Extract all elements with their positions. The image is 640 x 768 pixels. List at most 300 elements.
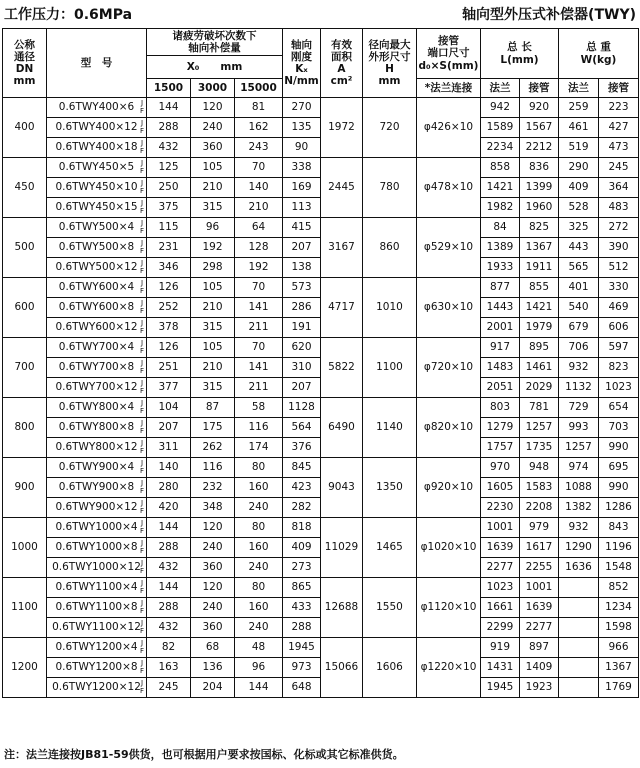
weight-flange-cell — [559, 578, 599, 598]
length-tube-cell: 1409 — [520, 658, 559, 678]
comp-1500-cell: 140 — [147, 458, 191, 478]
jf-mark: J F — [139, 219, 144, 235]
jf-mark: J F — [139, 359, 144, 375]
pipe-cell: φ1020×10 — [417, 518, 481, 578]
model-name: 0.6TWY900×8 — [58, 481, 135, 494]
table-row — [3, 398, 639, 418]
length-flange-cell: 2234 — [481, 138, 520, 158]
model-cell — [47, 538, 147, 558]
comp-3000-cell: 192 — [191, 238, 235, 258]
jf-mark: J F — [139, 159, 144, 175]
jf-mark: J F — [139, 279, 144, 295]
model-name: 0.6TWY800×4 — [58, 401, 135, 414]
table-row — [3, 338, 639, 358]
weight-tube-cell: 990 — [599, 438, 639, 458]
model-name: 0.6TWY800×8 — [58, 421, 135, 434]
comp-1500-cell: 126 — [147, 278, 191, 298]
model-cell — [47, 438, 147, 458]
weight-flange-cell: 325 — [559, 218, 599, 238]
jf-mark: J F — [139, 619, 144, 635]
weight-tube-cell: 427 — [599, 118, 639, 138]
weight-flange-cell: 409 — [559, 178, 599, 198]
comp-1500-cell: 432 — [147, 618, 191, 638]
table-row — [3, 158, 639, 178]
length-flange-cell: 1421 — [481, 178, 520, 198]
length-flange-cell: 1605 — [481, 478, 520, 498]
weight-flange-cell: 528 — [559, 198, 599, 218]
comp-3000-cell: 360 — [191, 138, 235, 158]
model-cell — [47, 278, 147, 298]
stiffness-header: 轴向 刚度 Kₓ N/mm — [283, 29, 321, 98]
height-cell: 1606 — [363, 638, 417, 698]
stiffness-cell: 90 — [283, 138, 321, 158]
comp-1500-cell: 288 — [147, 118, 191, 138]
length-tube-cell: 1399 — [520, 178, 559, 198]
model-cell — [47, 418, 147, 438]
comp-15000-cell: 240 — [235, 558, 283, 578]
model-cell — [47, 678, 147, 698]
weight-flange-cell: 565 — [559, 258, 599, 278]
jf-mark: J F — [139, 679, 144, 695]
length-flange-cell: 1639 — [481, 538, 520, 558]
comp-15000-cell: 128 — [235, 238, 283, 258]
weight-tube-cell: 245 — [599, 158, 639, 178]
stiffness-cell: 282 — [283, 498, 321, 518]
comp-3000-cell: 315 — [191, 378, 235, 398]
area-cell: 5822 — [321, 338, 363, 398]
stiffness-cell: 207 — [283, 238, 321, 258]
comp-3000-cell: 120 — [191, 578, 235, 598]
sheet-header — [4, 4, 636, 26]
comp-1500-cell: 207 — [147, 418, 191, 438]
dn-cell: 500 — [3, 218, 47, 278]
stiffness-cell: 1945 — [283, 638, 321, 658]
length-header: 总 长 L(mm) — [481, 29, 559, 79]
model-cell — [47, 378, 147, 398]
comp-1500-cell: 144 — [147, 578, 191, 598]
weight-flange-cell — [559, 658, 599, 678]
weight-tube-cell: 469 — [599, 298, 639, 318]
comp-15000-cell: 80 — [235, 578, 283, 598]
area-cell: 6490 — [321, 398, 363, 458]
weight-tube-cell: 654 — [599, 398, 639, 418]
jf-mark: J F — [139, 259, 144, 275]
weight-tube-header: 接管 — [599, 79, 639, 98]
comp-3000-cell: 262 — [191, 438, 235, 458]
comp-1500-cell: 144 — [147, 518, 191, 538]
comp-1500-cell: 375 — [147, 198, 191, 218]
weight-flange-cell: 519 — [559, 138, 599, 158]
model-name: 0.6TWY1000×12 — [52, 561, 141, 574]
area-header: 有效 面积 A cm² — [321, 29, 363, 98]
length-flange-cell: 1023 — [481, 578, 520, 598]
comp-3000-cell: 360 — [191, 618, 235, 638]
comp-3000-cell: 105 — [191, 278, 235, 298]
comp-3000-cell: 315 — [191, 318, 235, 338]
weight-tube-cell: 597 — [599, 338, 639, 358]
model-name: 0.6TWY1100×4 — [55, 581, 138, 594]
model-name: 0.6TWY400×6 — [58, 101, 135, 114]
model-name: 0.6TWY600×12 — [55, 321, 138, 334]
length-flange-cell: 1982 — [481, 198, 520, 218]
length-tube-cell: 1979 — [520, 318, 559, 338]
weight-header: 总 重 W(kg) — [559, 29, 639, 79]
comp-1500-cell: 378 — [147, 318, 191, 338]
jf-mark: J F — [139, 319, 144, 335]
length-tube-cell: 781 — [520, 398, 559, 418]
model-cell — [47, 498, 147, 518]
compensation-unit-header: X₀ mm — [147, 56, 283, 79]
length-tube-cell: 1923 — [520, 678, 559, 698]
comp-1500-cell: 432 — [147, 558, 191, 578]
length-tube-cell: 2212 — [520, 138, 559, 158]
stiffness-cell: 648 — [283, 678, 321, 698]
dn-cell: 400 — [3, 98, 47, 158]
pipe-cell: φ529×10 — [417, 218, 481, 278]
pipe-cell: φ720×10 — [417, 338, 481, 398]
comp-1500-cell: 252 — [147, 298, 191, 318]
length-tube-cell: 855 — [520, 278, 559, 298]
comp-3000-cell: 348 — [191, 498, 235, 518]
model-name: 0.6TWY500×12 — [55, 261, 138, 274]
model-cell — [47, 398, 147, 418]
weight-flange-header: 法兰 — [559, 79, 599, 98]
model-cell — [47, 98, 147, 118]
length-tube-cell: 948 — [520, 458, 559, 478]
model-cell — [47, 478, 147, 498]
comp-1500-cell: 377 — [147, 378, 191, 398]
model-name: 0.6TWY400×12 — [55, 121, 138, 134]
model-name: 0.6TWY800×12 — [55, 441, 138, 454]
model-name: 0.6TWY1200×4 — [55, 641, 138, 654]
comp-15000-cell: 160 — [235, 598, 283, 618]
length-tube-cell: 825 — [520, 218, 559, 238]
comp-15000-cell: 70 — [235, 158, 283, 178]
comp-1500-cell: 126 — [147, 338, 191, 358]
length-tube-cell: 1639 — [520, 598, 559, 618]
jf-mark: J F — [139, 439, 144, 455]
stiffness-cell: 1128 — [283, 398, 321, 418]
table-row — [3, 218, 639, 238]
weight-flange-cell: 290 — [559, 158, 599, 178]
comp-3000-cell: 68 — [191, 638, 235, 658]
spec-table — [2, 28, 639, 698]
stiffness-cell: 620 — [283, 338, 321, 358]
model-cell — [47, 578, 147, 598]
comp-3000-cell: 116 — [191, 458, 235, 478]
model-name: 0.6TWY450×10 — [55, 181, 138, 194]
comp-15000-cell: 174 — [235, 438, 283, 458]
stiffness-cell: 564 — [283, 418, 321, 438]
model-cell — [47, 218, 147, 238]
comp-15000-cell: 243 — [235, 138, 283, 158]
comp-1500-cell: 432 — [147, 138, 191, 158]
weight-tube-cell: 1598 — [599, 618, 639, 638]
comp-3000-cell: 232 — [191, 478, 235, 498]
height-header: 径向最大 外形尺寸 H mm — [363, 29, 417, 98]
length-tube-cell: 1911 — [520, 258, 559, 278]
weight-tube-cell: 966 — [599, 638, 639, 658]
length-flange-cell: 84 — [481, 218, 520, 238]
length-flange-cell: 1933 — [481, 258, 520, 278]
comp-15000-cell: 211 — [235, 318, 283, 338]
compensation-header: 诸疲劳破坏次数下 轴向补偿量 — [147, 29, 283, 56]
pipe-header: 接管 端口尺寸 d₀×S(mm) — [417, 29, 481, 79]
comp-15000-cell: 48 — [235, 638, 283, 658]
weight-flange-cell: 932 — [559, 358, 599, 378]
model-cell — [47, 258, 147, 278]
comp-3000-cell: 120 — [191, 98, 235, 118]
length-tube-cell: 1461 — [520, 358, 559, 378]
table-row — [3, 638, 639, 658]
jf-mark: J F — [139, 199, 144, 215]
length-flange-cell: 2277 — [481, 558, 520, 578]
model-name: 0.6TWY600×4 — [58, 281, 135, 294]
weight-flange-cell: 1382 — [559, 498, 599, 518]
comp-15000-cell: 80 — [235, 458, 283, 478]
table-row — [3, 458, 639, 478]
length-tube-cell: 1001 — [520, 578, 559, 598]
footnote: 注：法兰连接按JB81-59供货，也可根据用户要求按国标、化标或其它标准供货。 — [4, 748, 404, 761]
model-name: 0.6TWY600×8 — [58, 301, 135, 314]
comp-3000-cell: 240 — [191, 118, 235, 138]
height-cell: 720 — [363, 98, 417, 158]
comp-15000-cell: 210 — [235, 198, 283, 218]
comp-3000-cell: 240 — [191, 598, 235, 618]
weight-flange-cell: 993 — [559, 418, 599, 438]
comp-1500-cell: 280 — [147, 478, 191, 498]
weight-tube-cell: 1367 — [599, 658, 639, 678]
model-cell — [47, 518, 147, 538]
length-tube-cell: 979 — [520, 518, 559, 538]
length-tube-cell: 2029 — [520, 378, 559, 398]
pressure-label: 工作压力：0.6MPa — [4, 7, 133, 23]
model-cell — [47, 658, 147, 678]
model-name: 0.6TWY700×12 — [55, 381, 138, 394]
weight-flange-cell: 401 — [559, 278, 599, 298]
length-tube-cell: 1735 — [520, 438, 559, 458]
weight-flange-cell: 540 — [559, 298, 599, 318]
length-tube-cell: 895 — [520, 338, 559, 358]
length-tube-cell: 920 — [520, 98, 559, 118]
table-row — [3, 518, 639, 538]
jf-mark: J F — [139, 659, 144, 675]
length-flange-cell: 2051 — [481, 378, 520, 398]
pipe-cell: φ426×10 — [417, 98, 481, 158]
stiffness-cell: 845 — [283, 458, 321, 478]
comp-15000-cell: 116 — [235, 418, 283, 438]
model-cell — [47, 318, 147, 338]
comp-1500-cell: 251 — [147, 358, 191, 378]
pipe-cell: φ820×10 — [417, 398, 481, 458]
length-flange-cell: 1757 — [481, 438, 520, 458]
area-cell: 2445 — [321, 158, 363, 218]
jf-mark: J F — [139, 339, 144, 355]
comp-15000-cell: 211 — [235, 378, 283, 398]
weight-tube-cell: 852 — [599, 578, 639, 598]
comp-3000-cell: 315 — [191, 198, 235, 218]
height-cell: 1550 — [363, 578, 417, 638]
stiffness-cell: 818 — [283, 518, 321, 538]
pipe-cell: φ1220×10 — [417, 638, 481, 698]
height-cell: 1010 — [363, 278, 417, 338]
length-flange-cell: 917 — [481, 338, 520, 358]
stiffness-cell: 270 — [283, 98, 321, 118]
weight-tube-cell: 1023 — [599, 378, 639, 398]
stiffness-cell: 573 — [283, 278, 321, 298]
length-tube-cell: 2208 — [520, 498, 559, 518]
comp-1500-cell: 346 — [147, 258, 191, 278]
jf-mark: J F — [139, 459, 144, 475]
comp-1500-cell: 144 — [147, 98, 191, 118]
model-name: 0.6TWY1100×12 — [52, 621, 141, 634]
model-name: 0.6TWY900×12 — [55, 501, 138, 514]
model-cell — [47, 158, 147, 178]
comp-3000-cell: 175 — [191, 418, 235, 438]
weight-tube-cell: 695 — [599, 458, 639, 478]
length-flange-cell: 2001 — [481, 318, 520, 338]
height-cell: 1100 — [363, 338, 417, 398]
jf-mark: J F — [139, 399, 144, 415]
dn-cell: 600 — [3, 278, 47, 338]
jf-mark: J F — [139, 479, 144, 495]
area-cell: 1972 — [321, 98, 363, 158]
length-flange-cell: 1389 — [481, 238, 520, 258]
comp-1500-cell: 125 — [147, 158, 191, 178]
area-cell: 4717 — [321, 278, 363, 338]
stiffness-cell: 423 — [283, 478, 321, 498]
comp-15000-cell: 240 — [235, 498, 283, 518]
length-flange-cell: 1945 — [481, 678, 520, 698]
comp-15000-cell: 58 — [235, 398, 283, 418]
stiffness-cell: 273 — [283, 558, 321, 578]
weight-tube-cell: 1286 — [599, 498, 639, 518]
comp-3000-cell: 105 — [191, 338, 235, 358]
stiffness-cell: 191 — [283, 318, 321, 338]
comp-15000-cell: 96 — [235, 658, 283, 678]
comp-3000-cell: 87 — [191, 398, 235, 418]
length-flange-cell: 942 — [481, 98, 520, 118]
comp-15000-cell: 160 — [235, 478, 283, 498]
stiffness-cell: 973 — [283, 658, 321, 678]
weight-flange-cell: 461 — [559, 118, 599, 138]
comp-15000-cell: 80 — [235, 518, 283, 538]
weight-flange-cell: 259 — [559, 98, 599, 118]
comp-15000-cell: 141 — [235, 358, 283, 378]
length-tube-cell: 897 — [520, 638, 559, 658]
stiffness-cell: 310 — [283, 358, 321, 378]
weight-flange-cell: 974 — [559, 458, 599, 478]
weight-flange-cell: 443 — [559, 238, 599, 258]
length-flange-cell: 1661 — [481, 598, 520, 618]
length-flange-cell: 858 — [481, 158, 520, 178]
stiffness-cell: 415 — [283, 218, 321, 238]
length-tube-header: 接管 — [520, 79, 559, 98]
length-tube-cell: 1617 — [520, 538, 559, 558]
area-cell: 12688 — [321, 578, 363, 638]
jf-mark: J F — [139, 559, 144, 575]
length-tube-cell: 1367 — [520, 238, 559, 258]
weight-tube-cell: 223 — [599, 98, 639, 118]
comp-15000-cell: 144 — [235, 678, 283, 698]
length-flange-cell: 970 — [481, 458, 520, 478]
pipe-sub-header: *法兰连接 — [417, 79, 481, 98]
stiffness-cell: 865 — [283, 578, 321, 598]
jf-mark: J F — [139, 299, 144, 315]
table-row — [3, 98, 639, 118]
comp-3000-cell: 105 — [191, 158, 235, 178]
pipe-cell: φ478×10 — [417, 158, 481, 218]
stiffness-cell: 376 — [283, 438, 321, 458]
weight-flange-cell: 1290 — [559, 538, 599, 558]
dn-cell: 700 — [3, 338, 47, 398]
stiffness-cell: 288 — [283, 618, 321, 638]
pipe-cell: φ630×10 — [417, 278, 481, 338]
area-cell: 15066 — [321, 638, 363, 698]
model-name: 0.6TWY700×8 — [58, 361, 135, 374]
length-flange-header: 法兰 — [481, 79, 520, 98]
dn-cell: 800 — [3, 398, 47, 458]
model-cell — [47, 178, 147, 198]
weight-tube-cell: 1769 — [599, 678, 639, 698]
stiffness-cell: 135 — [283, 118, 321, 138]
pipe-cell: φ920×10 — [417, 458, 481, 518]
length-flange-cell: 877 — [481, 278, 520, 298]
length-flange-cell: 1589 — [481, 118, 520, 138]
comp-1500-cell: 245 — [147, 678, 191, 698]
stiffness-cell: 338 — [283, 158, 321, 178]
cycles-3000-header: 3000 — [191, 79, 235, 98]
model-name: 0.6TWY500×8 — [58, 241, 135, 254]
length-flange-cell: 1443 — [481, 298, 520, 318]
weight-tube-cell: 390 — [599, 238, 639, 258]
dn-cell: 1200 — [3, 638, 47, 698]
weight-tube-cell: 272 — [599, 218, 639, 238]
stiffness-cell: 409 — [283, 538, 321, 558]
weight-flange-cell — [559, 598, 599, 618]
jf-mark: J F — [139, 539, 144, 555]
comp-3000-cell: 360 — [191, 558, 235, 578]
area-cell: 3167 — [321, 218, 363, 278]
model-cell — [47, 338, 147, 358]
length-flange-cell: 1279 — [481, 418, 520, 438]
stiffness-cell: 207 — [283, 378, 321, 398]
weight-flange-cell — [559, 678, 599, 698]
cycles-15000-header: 15000 — [235, 79, 283, 98]
comp-15000-cell: 160 — [235, 538, 283, 558]
length-tube-cell: 1257 — [520, 418, 559, 438]
table-body — [3, 98, 639, 698]
jf-mark: J F — [139, 419, 144, 435]
model-name: 0.6TWY1000×8 — [55, 541, 138, 554]
height-cell: 1350 — [363, 458, 417, 518]
length-tube-cell: 1567 — [520, 118, 559, 138]
weight-flange-cell — [559, 638, 599, 658]
comp-15000-cell: 70 — [235, 278, 283, 298]
model-cell — [47, 358, 147, 378]
length-flange-cell: 803 — [481, 398, 520, 418]
jf-mark: J F — [139, 579, 144, 595]
height-cell: 780 — [363, 158, 417, 218]
comp-3000-cell: 204 — [191, 678, 235, 698]
comp-1500-cell: 288 — [147, 538, 191, 558]
model-cell — [47, 458, 147, 478]
weight-tube-cell: 843 — [599, 518, 639, 538]
weight-tube-cell: 473 — [599, 138, 639, 158]
cycles-1500-header: 1500 — [147, 79, 191, 98]
weight-tube-cell: 703 — [599, 418, 639, 438]
comp-1500-cell: 82 — [147, 638, 191, 658]
